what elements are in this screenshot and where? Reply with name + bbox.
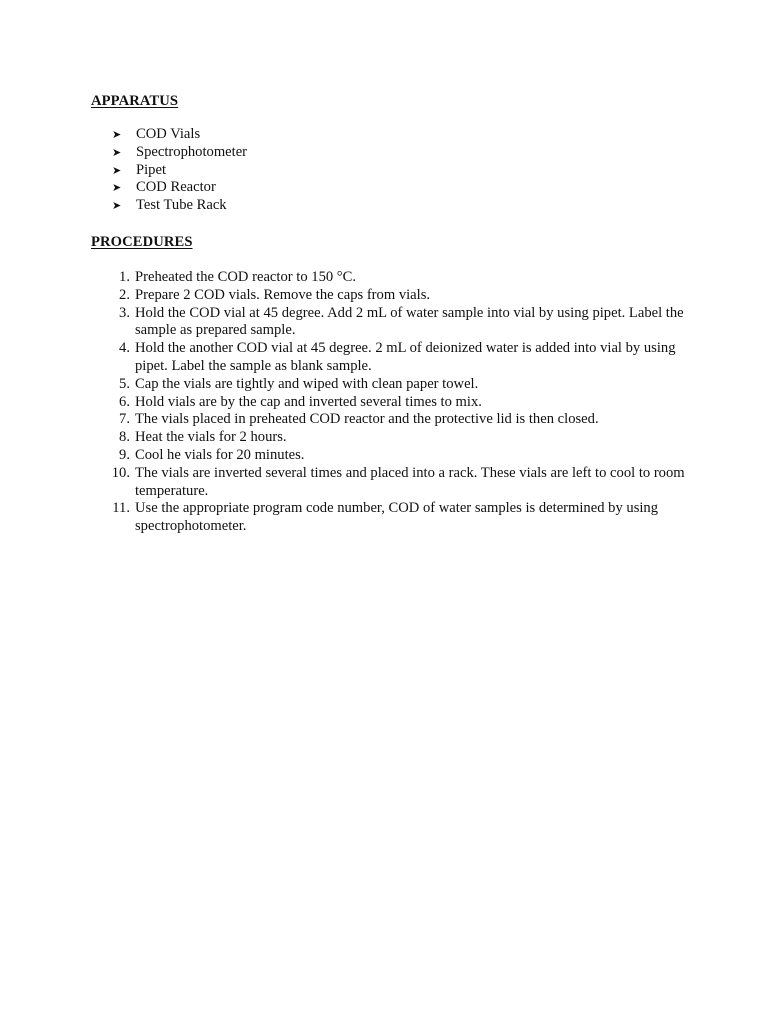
list-item: [108, 465, 708, 501]
step-text: Hold the COD vial at 45 degree. Add 2 mL of water sample into vial by using pipet. Label the sample as prepared sample.: [135, 304, 684, 339]
apparatus-item-label: COD Vials: [136, 126, 201, 142]
arrowhead-bullet-icon: ➤: [112, 181, 122, 195]
procedures-heading: PROCEDURES: [91, 234, 193, 250]
list-item: [112, 197, 247, 215]
list-item: [108, 376, 708, 394]
arrowhead-bullet-icon: ➤: [112, 145, 122, 159]
arrowhead-bullet-icon: ➤: [112, 128, 122, 141]
list-item: [108, 287, 708, 305]
step-number: 6.: [119, 393, 130, 410]
step-number: 8.: [119, 429, 130, 446]
list-item: [108, 340, 708, 376]
step-text: Preheated the COD reactor to 150 °C.: [135, 269, 357, 285]
list-item: [108, 500, 708, 536]
step-number: 2.: [119, 286, 130, 303]
step-number: 3.: [119, 304, 130, 321]
apparatus-list: [112, 126, 247, 215]
apparatus-item-label: COD Reactor: [136, 179, 216, 196]
step-text: Cool he vials for 20 minutes.: [135, 446, 305, 463]
step-text: Prepare 2 COD vials. Remove the caps from vials.: [135, 286, 431, 303]
step-number: 1.: [119, 269, 130, 285]
list-item: [108, 429, 708, 447]
procedures-list: [108, 269, 708, 536]
list-item: [112, 144, 247, 162]
step-number: 10.: [111, 464, 130, 481]
step-text: Cap the vials are tightly and wiped with clean paper towel.: [135, 375, 479, 392]
list-item: [112, 162, 247, 180]
step-text: Hold vials are by the cap and inverted several times to mix.: [135, 393, 482, 410]
list-item: [112, 179, 247, 197]
list-item: [112, 126, 247, 144]
step-number: 11.: [112, 500, 130, 517]
apparatus-heading: APPARATUS: [91, 93, 179, 109]
list-item: [108, 394, 708, 412]
step-text: Heat the vials for 2 hours.: [135, 429, 287, 446]
step-text: Use the appropriate program code number, COD of water samples is determined by using spectrophotometer.: [135, 500, 659, 535]
arrowhead-bullet-icon: ➤: [112, 199, 122, 213]
step-number: 5.: [119, 375, 130, 392]
apparatus-item-label: Spectrophotometer: [136, 143, 248, 160]
step-number: 9.: [119, 446, 130, 463]
apparatus-item-label: Test Tube Rack: [136, 197, 227, 214]
step-number: 4.: [119, 340, 130, 357]
list-item: [108, 269, 708, 287]
step-text: Hold the another COD vial at 45 degree. 2 mL of deionized water is added into vial by using pipet. Label the sample as blank sample.: [135, 340, 676, 374]
list-item: [108, 411, 708, 429]
list-item: [108, 447, 708, 465]
step-text: The vials are inverted several times and placed into a rack. These vials are left to cool to room temperature.: [135, 464, 685, 499]
list-item: [108, 305, 708, 341]
step-number: 7.: [119, 411, 130, 428]
apparatus-item-label: Pipet: [136, 161, 166, 178]
step-text: The vials placed in preheated COD reactor and the protective lid is then closed.: [135, 411, 599, 428]
arrowhead-bullet-icon: ➤: [112, 163, 122, 177]
